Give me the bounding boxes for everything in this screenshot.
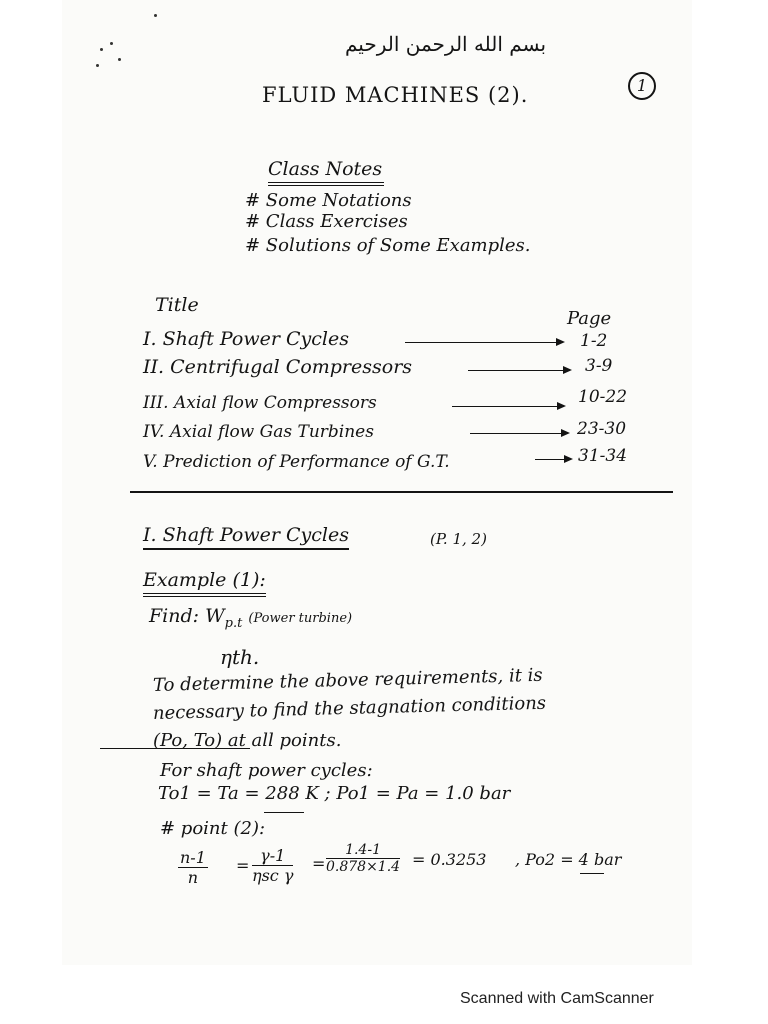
eta-line: ηth. <box>220 645 260 669</box>
toc-row-pages: 31-34 <box>578 446 628 466</box>
toc-row-pages: 1-2 <box>580 331 608 351</box>
intro-heading: Class Notes <box>268 158 384 186</box>
eq-rhs <box>326 842 400 875</box>
intro-item: # Some Notations <box>245 190 412 211</box>
intro-item: # Solutions of Some Examples. <box>245 235 531 256</box>
toc-row-title: V. Prediction of Performance of G.T. <box>143 452 450 472</box>
eq-result: = 0.3253 <box>412 850 487 869</box>
scanner-watermark: Scanned with CamScanner <box>460 990 654 1007</box>
toc-row-title: III. Axial flow Compressors <box>143 393 377 413</box>
find-label <box>149 605 352 631</box>
page-title: FLUID MACHINES (2). <box>262 83 529 107</box>
eq-po2: , Po2 = 4 bar <box>515 850 622 869</box>
eq-lhs-numerator: n-1 <box>180 848 206 867</box>
underline-288 <box>264 812 304 813</box>
scan-speck <box>110 42 113 45</box>
toc-row-title: II. Centrifugal Compressors <box>143 356 413 378</box>
paragraph-line: necessary to find the stagnation conditions <box>152 692 547 724</box>
section-page-ref: (P. 1, 2) <box>430 530 487 548</box>
page-number-circle: 1 <box>628 72 656 100</box>
toc-arrow <box>405 342 563 343</box>
paragraph-line: To determine the above requirements, it is <box>152 664 543 696</box>
condition-line: To1 = Ta = 288 K ; Po1 = Pa = 1.0 bar <box>158 783 511 804</box>
underline-4 <box>580 873 604 874</box>
find-note: (Power turbine) <box>248 611 353 626</box>
scan-speck <box>118 58 121 61</box>
toc-page-label: Page <box>567 308 612 329</box>
toc-arrow <box>468 370 570 371</box>
eq-lhs <box>178 848 208 887</box>
toc-row-pages: 10-22 <box>578 387 628 407</box>
toc-row-title: IV. Axial flow Gas Turbines <box>143 422 374 442</box>
eq-sign: = <box>236 856 250 875</box>
basmala: بسم الله الرحمن الرحيم <box>345 32 547 56</box>
toc-arrow <box>535 459 571 460</box>
section-divider <box>130 491 673 493</box>
eq-mid-denominator: ηsc γ <box>252 866 294 885</box>
eq-sign: = <box>312 854 326 873</box>
intro-item: # Class Exercises <box>245 211 408 232</box>
eq-rhs-denominator: 0.878×1.4 <box>326 859 401 875</box>
paragraph-line: (Po, To) at all points. <box>153 730 342 751</box>
cycles-label: For shaft power cycles: <box>160 760 373 781</box>
toc-arrow <box>470 433 568 434</box>
toc-row-pages: 23-30 <box>577 419 627 439</box>
example-label: Example (1): <box>143 569 266 597</box>
toc-row-title: I. Shaft Power Cycles <box>143 328 349 350</box>
notes-page <box>62 0 692 965</box>
section-heading: I. Shaft Power Cycles <box>143 524 349 550</box>
point-label: # point (2): <box>160 818 266 839</box>
scan-speck <box>96 64 99 67</box>
margin-line <box>100 748 250 749</box>
scan-speck <box>100 48 103 51</box>
eq-mid-numerator: γ-1 <box>252 846 293 866</box>
toc-title-label: Title <box>155 294 199 316</box>
eq-lhs-denominator: n <box>187 868 199 887</box>
eq-rhs-numerator: 1.4-1 <box>326 842 400 859</box>
scan-speck <box>154 14 157 17</box>
eq-mid <box>252 846 293 885</box>
toc-arrow <box>452 406 564 407</box>
find-subscript: p.t <box>224 615 243 631</box>
toc-row-pages: 3-9 <box>585 356 613 376</box>
find-text: Find: W <box>149 605 225 627</box>
